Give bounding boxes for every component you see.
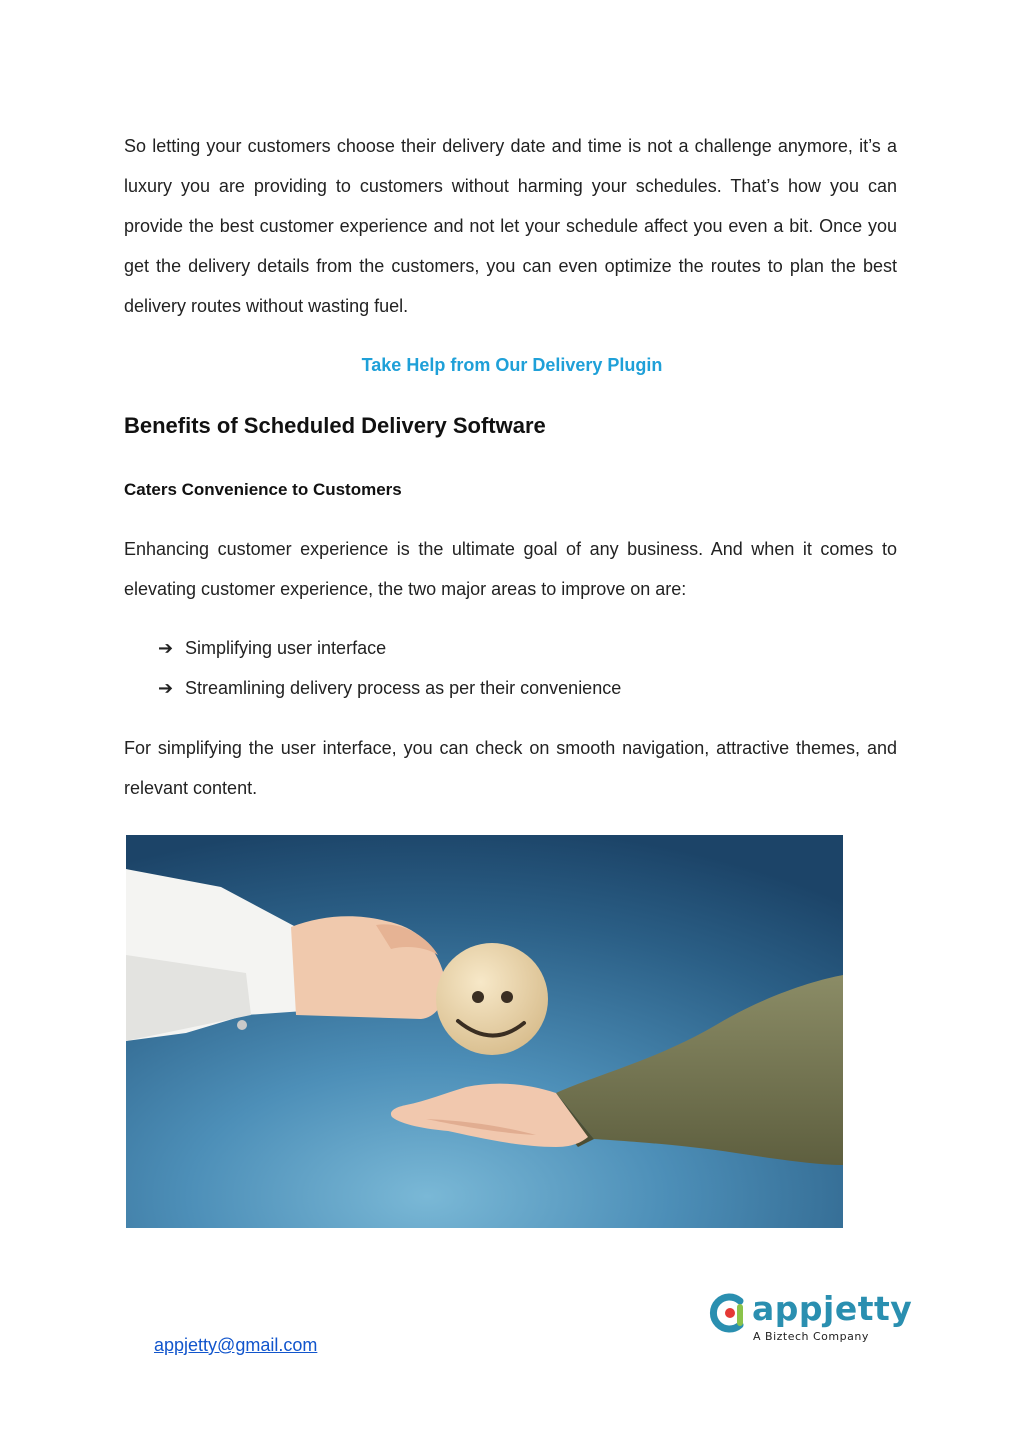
customer-experience-paragraph: Enhancing customer experience is the ultimate goal of any business. And when it comes to elevating customer experience, the two major areas to improve on are: — [124, 539, 897, 599]
photo-illustration — [126, 835, 843, 1228]
cufflink-icon — [237, 1020, 247, 1030]
list-item — [158, 674, 621, 714]
list-item — [158, 634, 621, 674]
logo-wordmark: appjetty — [752, 1289, 913, 1328]
list-item-text: Simplifying user interface — [185, 638, 387, 658]
section-heading: Benefits of Scheduled Delivery Software — [124, 413, 546, 438]
arrow-icon: ➔ — [158, 638, 174, 658]
subsection-heading: Caters Convenience to Customers — [124, 480, 402, 499]
contact-email-link[interactable]: appjetty@gmail.com — [154, 1335, 318, 1355]
intro-paragraph: So letting your customers choose their delivery date and time is not a challenge anymore, it’s a luxury you are providing to customers without harming your schedules. That’s how you can provide the best customer experience and not let your schedule affect you even a bit. Once you get the delivery details from the customers, you can even optimize the routes to plan the best delivery routes without wasting fuel. — [124, 136, 897, 316]
appjetty-logo-icon — [708, 1293, 748, 1333]
appjetty-logo — [708, 1289, 913, 1349]
logo-tagline: A Biztech Company — [753, 1330, 869, 1343]
list-item-text: Streamlining delivery process as per their convenience — [185, 678, 622, 698]
smiley-handover-photo — [126, 835, 843, 1228]
smiley-face-icon — [436, 943, 548, 1055]
delivery-plugin-link[interactable]: Take Help from Our Delivery Plugin — [361, 355, 663, 375]
improvement-areas-list — [158, 634, 621, 714]
arrow-icon: ➔ — [158, 678, 174, 698]
user-interface-paragraph: For simplifying the user interface, you can check on smooth navigation, attractive themes, and relevant content. — [124, 738, 897, 798]
